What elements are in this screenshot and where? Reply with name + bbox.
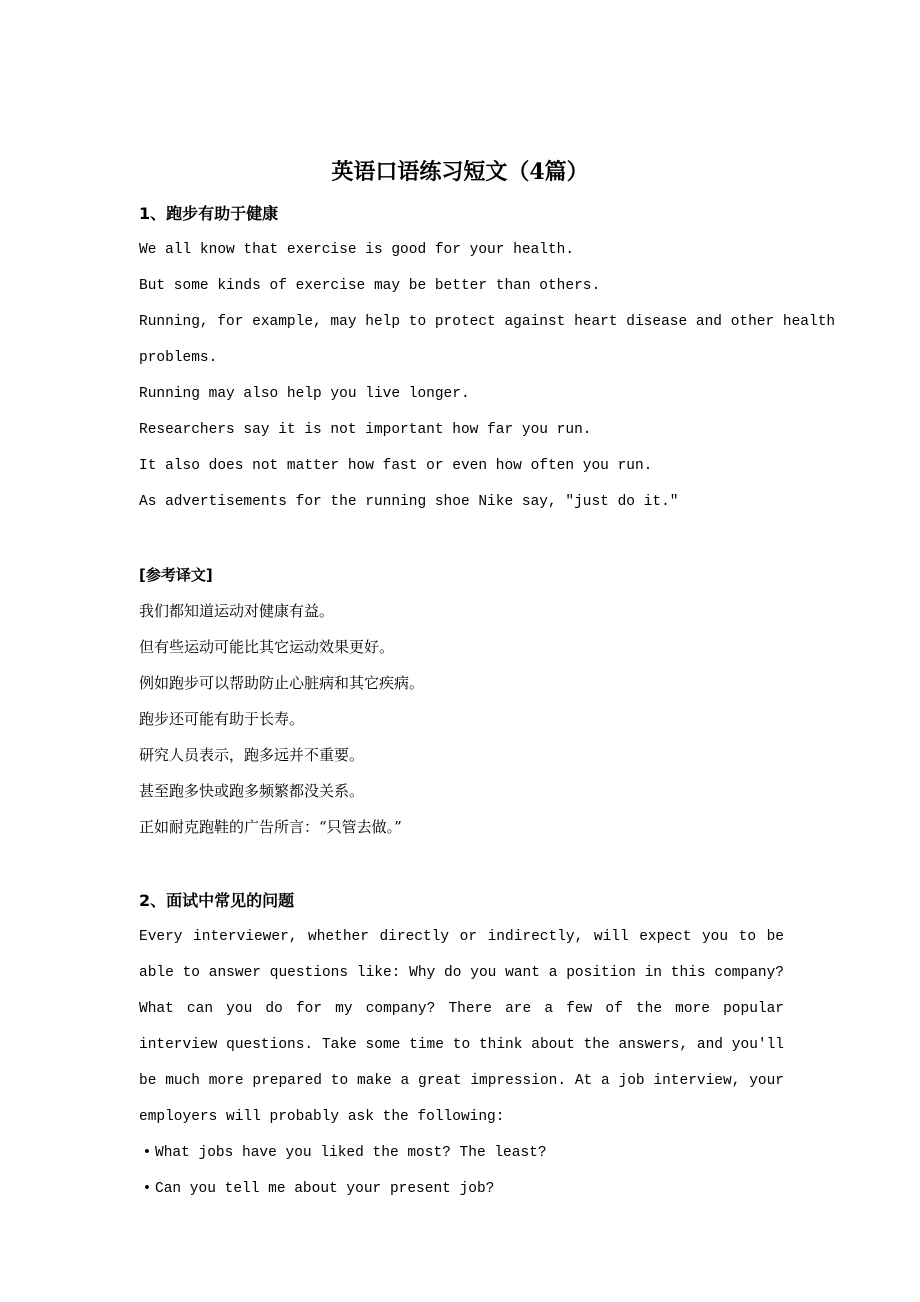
chinese-line: 正如耐克跑鞋的广告所言：“只管去做。” (139, 818, 402, 836)
english-line: problems. (139, 350, 218, 366)
english-line: We all know that exercise is good for your health. (139, 242, 575, 258)
chinese-line: 跑步还可能有助于长寿。 (139, 710, 305, 728)
bullet-item (139, 1135, 784, 1171)
bullet-item (139, 1171, 784, 1207)
english-line: As advertisements for the running shoe Nike say, "just do it." (139, 494, 679, 510)
interview-paragraph: Every interviewer, whether directly or indirectly, will expect you to be able to answer questions like: Why do you want a position in this company? What can you do for my company? There are a few of the more popular interview questions. Take some time to think about the answers, and you'll be much more prepared to make a great impression. At a job interview, your employers will probably ask the following: (139, 929, 784, 1125)
english-line: But some kinds of exercise may be better than others. (139, 278, 601, 294)
chinese-line: 研究人员表示，跑多远并不重要。 (139, 746, 365, 764)
section-running (139, 196, 836, 520)
chinese-line: 但有些运动可能比其它运动效果更好。 (139, 638, 395, 656)
document-title: 英语口语练习短文（4篇） (331, 159, 589, 185)
chinese-line: 甚至跑多快或跑多频繁都没关系。 (139, 782, 365, 800)
english-line: Running, for example, may help to protect against heart disease and other health (139, 314, 836, 330)
translation-heading: [参考译文] (139, 566, 213, 584)
section-interview (139, 883, 784, 1207)
bullet-text: What jobs have you liked the most? The least? (155, 1145, 547, 1161)
english-line: Running may also help you live longer. (139, 386, 470, 402)
section-heading: 2、面试中常见的问题 (139, 891, 295, 910)
chinese-line: 我们都知道运动对健康有益。 (139, 602, 335, 620)
chinese-line: 例如跑步可以帮助防止心脏病和其它疾病。 (139, 674, 425, 692)
section-heading: 1、跑步有助于健康 (139, 204, 279, 223)
bullet-text: Can you tell me about your present job? (155, 1181, 495, 1197)
english-line: Researchers say it is not important how far you run. (139, 422, 592, 438)
bullet-icon: • (142, 1145, 152, 1161)
bullet-icon: • (142, 1181, 152, 1197)
english-line: It also does not matter how fast or even how often you run. (139, 458, 653, 474)
section-translation (139, 557, 784, 845)
